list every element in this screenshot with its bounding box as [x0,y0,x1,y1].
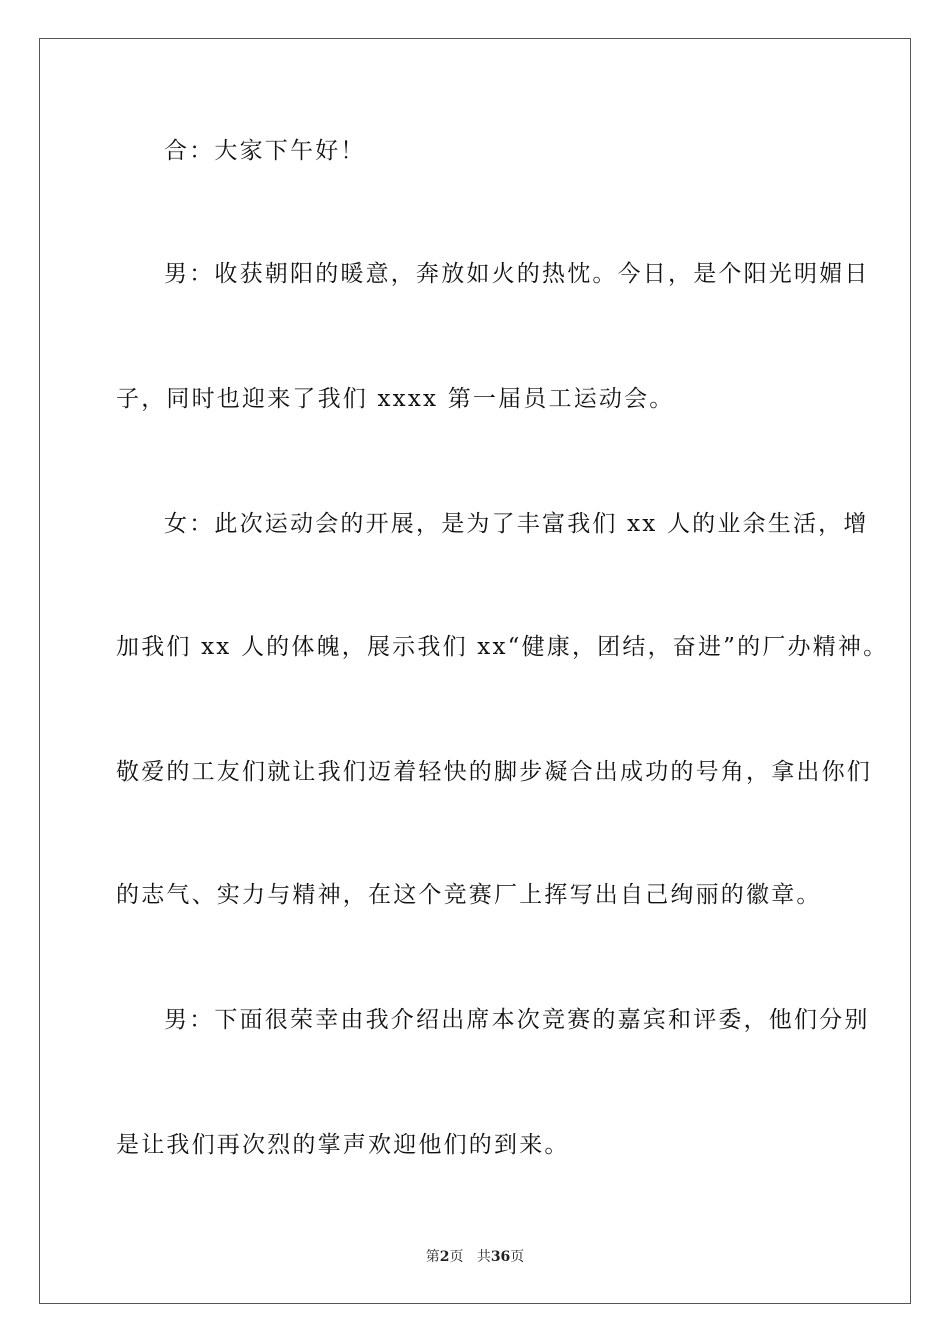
paragraph-line: 男：收获朝阳的暖意，奔放如火的热忱。今日，是个阳光明媚日 [164,261,870,287]
page-footer [0,1247,950,1267]
paragraph-line: 子，同时也迎来了我们 xxxx 第一届员工运动会。 [116,386,675,412]
page-label-suffix: 页 [449,1249,464,1265]
paragraph-line: 女：此次运动会的开展，是为了丰富我们 xx 人的业余生活，增 [164,511,869,537]
paragraph-line: 是让我们再次烈的掌声欢迎他们的到来。 [116,1132,570,1158]
page-border [39,38,911,1304]
total-label-suffix: 页 [510,1249,525,1265]
total-label-prefix: 共 [476,1249,491,1265]
paragraph-line: 加我们 xx 人的体魄，展示我们 xx“健康，团结，奋进”的厂办精神。 [116,634,889,660]
paragraph-line: 的志气、实力与精神，在这个竞赛厂上挥写出自己绚丽的徽章。 [116,882,822,908]
page-label-prefix: 第 [425,1249,440,1265]
total-pages: 36 [490,1249,511,1265]
paragraph-line: 男：下面很荣幸由我介绍出席本次竞赛的嘉宾和评委，他们分别 [164,1007,870,1033]
paragraph-line: 合：大家下午好！ [164,138,366,164]
page-number: 2 [439,1249,450,1265]
paragraph-line: 敬爱的工友们就让我们迈着轻快的脚步凝合出成功的号角，拿出你们 [116,759,872,785]
